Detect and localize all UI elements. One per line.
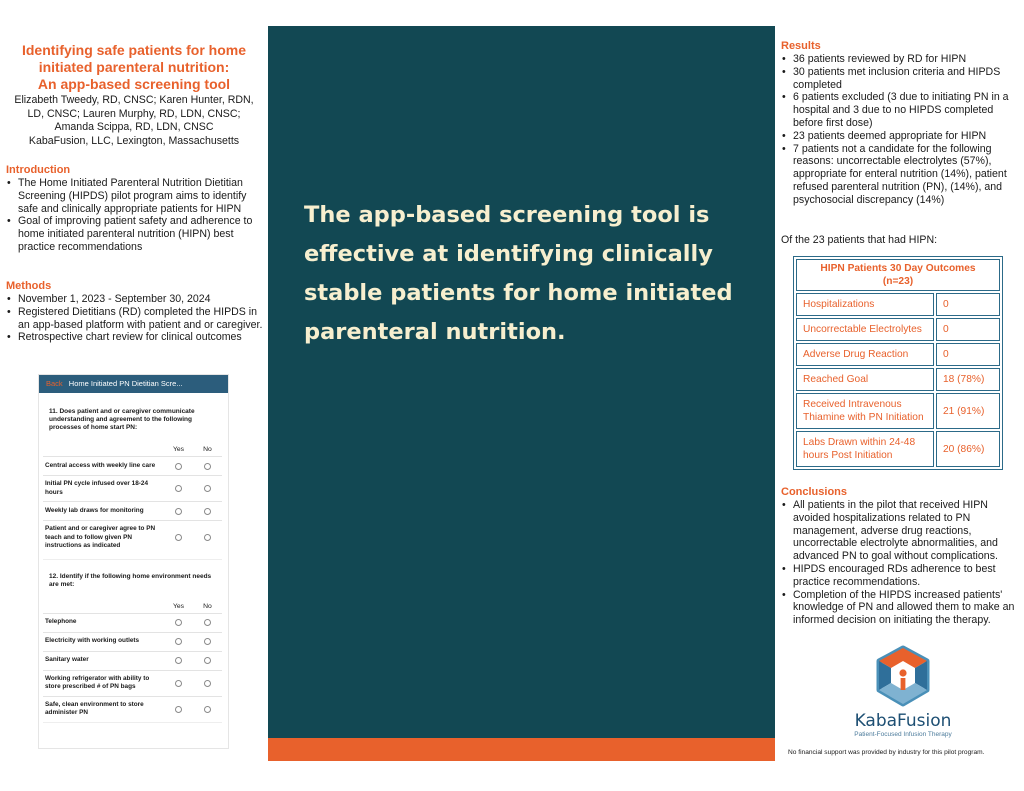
list-item: • 23 patients deemed appropriate for HIPN: [781, 130, 1021, 143]
conclusions-section: [781, 486, 1023, 627]
question-11-text: 11. Does patient and or caregiver communicate understanding and agreement to the following processes of home start PN:: [49, 408, 195, 431]
poster-title-block: [2, 42, 266, 148]
no-radio[interactable]: [193, 638, 222, 645]
authors: Elizabeth Tweedy, RD, CNSC; Karen Hunter, RDN, LD, CNSC; Lauren Murphy, RD, LDN, CNSC; Amanda Scippa, RD, LDN, CNSC KabaFusion, LLC, Lexington, Massachusetts: [14, 94, 254, 147]
list-item: • Goal of improving patient safety and adherence to home initiated parenteral nutrition (HIPN) best practice recommendations: [6, 215, 264, 253]
yes-radio[interactable]: [164, 706, 193, 713]
answer-row: [43, 696, 222, 722]
table-row: [796, 431, 1000, 467]
table-row: [796, 393, 1000, 429]
methods-heading: Methods: [6, 280, 52, 292]
outcome-label: Received Intravenous Thiamine with PN Initiation: [796, 393, 934, 429]
table-header-row: [796, 259, 1000, 291]
outcome-value: 20 (86%): [936, 431, 1000, 467]
app-screenshot: [38, 374, 229, 749]
yes-radio[interactable]: [164, 534, 193, 541]
results-section: [781, 40, 1021, 207]
answer-row: [43, 632, 222, 651]
yes-radio[interactable]: [164, 485, 193, 492]
answer-label: Safe, clean environment to store administer PN: [45, 700, 144, 716]
poster-title: Identifying safe patients for home initiated parenteral nutrition: An app-based screening tool: [21, 42, 247, 92]
list-item: • 6 patients excluded (3 due to initiating PN in a hospital and 3 due to no HIPDS completed before first dose): [781, 91, 1021, 129]
yes-radio[interactable]: [164, 619, 193, 626]
kabafusion-cube-logo-icon: [872, 645, 934, 707]
center-accent-bar: [268, 738, 775, 761]
table-row: [796, 343, 1000, 366]
list-item: • Completion of the HIPDS increased patients' knowledge of PN and allowed them to make an informed decision on initiating the therapy.: [781, 589, 1023, 627]
outcomes-table: [793, 256, 1003, 470]
outcome-label: Labs Drawn within 24-48 hours Post Initiation: [796, 431, 934, 467]
conclusions-heading: Conclusions: [781, 486, 848, 498]
answer-row: [43, 670, 222, 696]
table-row: [796, 368, 1000, 391]
question-12-card: [43, 564, 222, 723]
answer-row: [43, 501, 222, 520]
list-item: • The Home Initiated Parenteral Nutrition Dietitian Screening (HIPDS) pilot program aims to identify safe and clinically appropriate patients for HIPN: [6, 177, 264, 215]
table-title: HIPN Patients 30 Day Outcomes (n=23): [796, 259, 1000, 291]
back-button[interactable]: Back: [46, 379, 63, 388]
yes-label: Yes: [172, 446, 185, 453]
yes-no-header: [43, 438, 222, 456]
outcome-value: 0: [936, 293, 1000, 316]
yes-label: Yes: [172, 602, 185, 610]
list-item: • Retrospective chart review for clinical outcomes: [6, 331, 264, 344]
methods-list: [6, 293, 264, 344]
no-label: No: [203, 602, 212, 610]
question-11-card: [43, 399, 222, 560]
answer-row: [43, 651, 222, 670]
no-label: No: [203, 446, 212, 453]
yes-radio[interactable]: [164, 508, 193, 515]
no-radio[interactable]: [193, 657, 222, 664]
app-header-title: Home Initiated PN Dietitian Scre...: [68, 379, 183, 388]
yes-no-header: [43, 595, 222, 613]
answer-label: Working refrigerator with ability to store prescribed # of PN bags: [45, 674, 150, 690]
conclusions-list: [781, 499, 1023, 627]
methods-section: [6, 280, 264, 344]
list-item: • 36 patients reviewed by RD for HIPN: [781, 53, 1021, 66]
outcome-value: 0: [936, 318, 1000, 341]
answer-row: [43, 475, 222, 501]
app-header-bar: [39, 375, 228, 393]
no-radio[interactable]: [193, 680, 222, 687]
outcome-label: Uncorrectable Electrolytes: [796, 318, 934, 341]
table-row: [796, 318, 1000, 341]
no-radio[interactable]: [193, 619, 222, 626]
logo-name: KabaFusion: [854, 711, 952, 731]
results-note: Of the 23 patients that had HIPN:: [781, 234, 938, 246]
list-item: • All patients in the pilot that received HIPN avoided hospitalizations related to PN management, adverse drug reactions, uncorrectable electrolyte abnormalities, and advanced PN to goal without complications.: [781, 499, 1023, 563]
results-list: [781, 53, 1021, 207]
table-row: [796, 293, 1000, 316]
introduction-heading: Introduction: [6, 164, 71, 176]
no-radio[interactable]: [193, 534, 222, 541]
results-heading: Results: [781, 40, 821, 52]
yes-radio[interactable]: [164, 638, 193, 645]
answer-row: [43, 613, 222, 632]
kabafusion-logo: [850, 645, 956, 739]
answer-label: Weekly lab draws for monitoring: [45, 506, 144, 514]
outcome-label: Hospitalizations: [796, 293, 934, 316]
list-item: • HIPDS encouraged RDs adherence to best practice recommendations.: [781, 563, 1023, 589]
outcome-value: 21 (91%): [936, 393, 1000, 429]
yes-radio[interactable]: [164, 657, 193, 664]
logo-tagline: Patient-Focused Infusion Therapy: [854, 731, 952, 738]
answer-row: [43, 456, 222, 475]
no-radio[interactable]: [193, 508, 222, 515]
no-radio[interactable]: [193, 706, 222, 713]
introduction-section: [6, 164, 264, 254]
answer-label: Sanitary water: [45, 656, 89, 664]
answer-label: Electricity with working outlets: [45, 637, 140, 645]
yes-radio[interactable]: [164, 463, 193, 470]
answer-row: [43, 520, 222, 559]
center-panel: [268, 26, 775, 738]
list-item: • 7 patients not a candidate for the following reasons: uncorrectable electrolytes (57%), appropriate for enteral nutrition (14%), patient refused parenteral nutrition (PN), (14%), and psychosocial discrepancy (14%): [781, 143, 1021, 207]
no-radio[interactable]: [193, 463, 222, 470]
headline: The app-based screening tool is effective at identifying clinically stable patients for home initiated parenteral nutrition.: [304, 202, 733, 345]
outcome-value: 18 (78%): [936, 368, 1000, 391]
outcome-label: Reached Goal: [796, 368, 934, 391]
no-radio[interactable]: [193, 485, 222, 492]
answer-label: Telephone: [45, 618, 77, 626]
list-item: • Registered Dietitians (RD) completed the HIPDS in an app-based platform with patient and or caregiver.: [6, 306, 264, 332]
list-item: • November 1, 2023 - September 30, 2024: [6, 293, 264, 306]
answer-label: Patient and or caregiver agree to PN teach and to follow given PN instructions as indicated: [45, 525, 156, 549]
outcome-label: Adverse Drug Reaction: [796, 343, 934, 366]
footnote: No financial support was provided by industry for this pilot program.: [788, 749, 985, 756]
introduction-list: [6, 177, 264, 254]
list-item: • 30 patients met inclusion criteria and HIPDS completed: [781, 66, 1021, 92]
yes-radio[interactable]: [164, 680, 193, 687]
answer-label: Central access with weekly line care: [45, 461, 156, 469]
answer-label: Initial PN cycle infused over 18-24 hours: [45, 480, 149, 496]
question-12-text: 12. Identify if the following home environment needs are met:: [49, 572, 212, 588]
outcome-value: 0: [936, 343, 1000, 366]
